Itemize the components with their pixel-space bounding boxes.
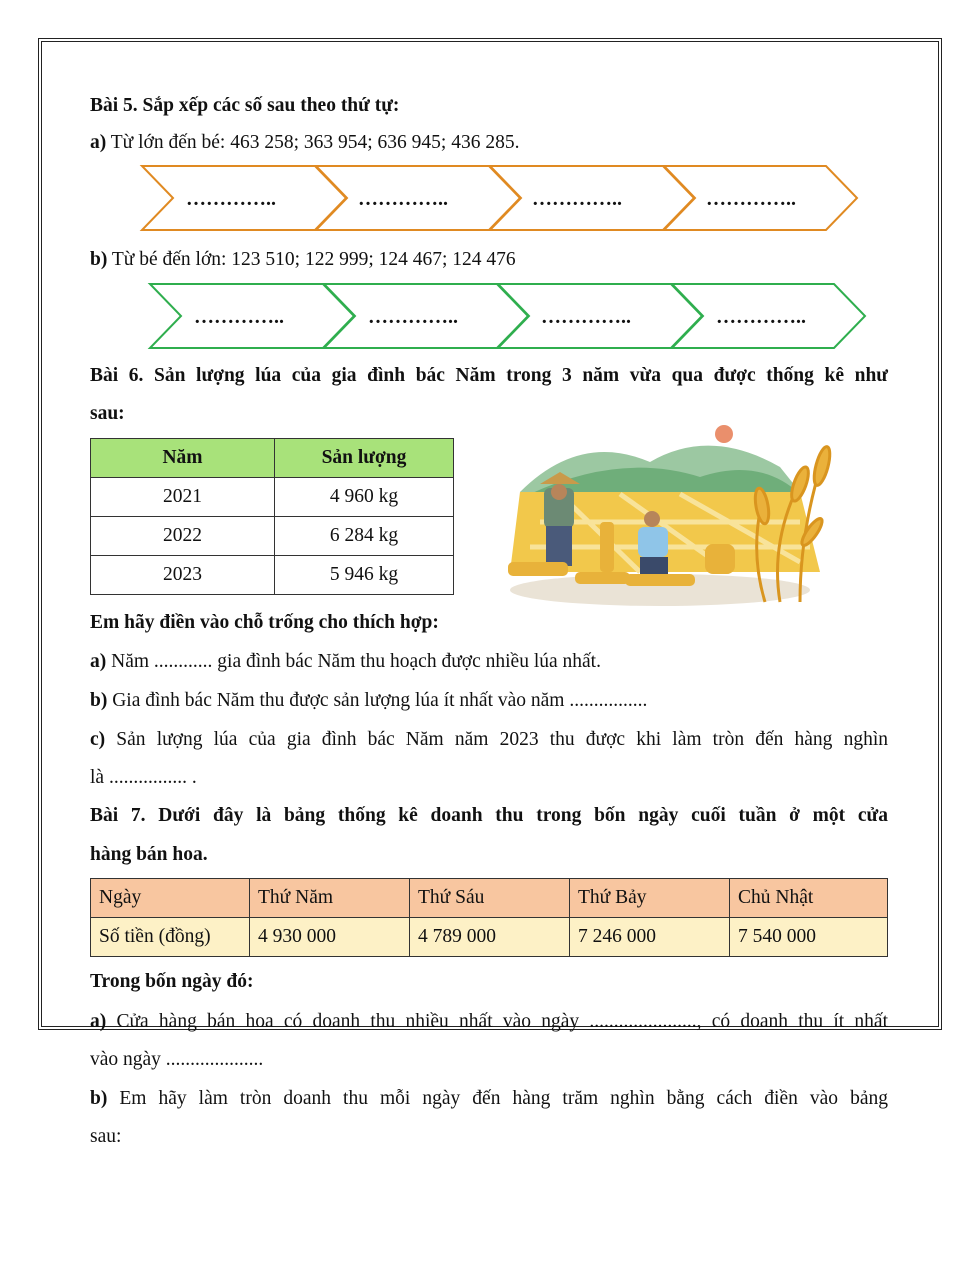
bai7-b-label: b) [90,1088,108,1109]
table-cell: 7 246 000 [570,918,730,957]
table-cell: 2022 [91,517,275,556]
table-cell: 7 540 000 [730,918,888,957]
bai6-a [90,650,888,674]
bai7-a-label: a) [90,1011,107,1032]
blank-a-4: ………….. [706,188,796,210]
bai6-c-text: Sản lượng lúa của gia đình bác Năm năm 2023 thu được khi làm tròn đến hàng nghìn [105,729,888,750]
bai6-b [90,689,888,713]
bai7-a [90,1010,888,1034]
bai7-a-text: Cửa hàng bán hoa có doanh thu nhiều nhất vào ngày ......................, có doanh thu ít nhất [106,1011,888,1032]
blank-b-2: ………….. [368,306,458,328]
bai5-b [90,248,888,272]
table-cell: 2023 [91,556,275,595]
bai7-title: Bài 7. Dưới đây là bảng thống kê doanh thu trong bốn ngày cuối tuần ở một cửa [90,805,888,826]
bai7-b-cont: sau: [90,1126,122,1147]
table-cell: 4 930 000 [250,918,410,957]
bai6-table [90,438,454,595]
table-cell: Thứ Sáu [410,879,570,918]
bai6-title: Bài 6. Sản lượng lúa của gia đình bác Năm trong 3 năm vừa qua được thống kê như [90,365,888,386]
blank-a-1: ………….. [186,188,276,210]
table-cell: 4 789 000 [410,918,570,957]
table-cell: Chủ Nhật [730,879,888,918]
table-cell: Số tiền (đồng) [91,918,250,957]
header-output: Sản lượng [275,439,454,478]
bai5-a-label: a) [90,132,107,153]
bai7-b [90,1087,888,1111]
bai6-a-label: a) [90,651,107,672]
bai6-c-cont: là ................ . [90,767,197,788]
table-cell: Ngày [91,879,250,918]
blank-b-1: ………….. [194,306,284,328]
table-cell: 6 284 kg [275,517,454,556]
table-cell: Thứ Bảy [570,879,730,918]
table-cell: 4 960 kg [275,478,454,517]
bai5-b-label: b) [90,249,108,270]
bai6-b-text: Gia đình bác Năm thu được sản lượng lúa ít nhất vào năm ................ [107,690,648,711]
bai5-title: Bài 5. Sắp xếp các số sau theo thứ tự: [90,95,400,116]
header-year: Năm [91,439,275,478]
rice-harvest-illustration [500,422,840,610]
blank-b-3: ………….. [541,306,631,328]
blank-a-2: ………….. [358,188,448,210]
bai6-a-text: Năm ............ gia đình bác Năm thu hoạch được nhiều lúa nhất. [106,651,601,672]
blank-a-3: ………….. [532,188,622,210]
bai6-title-cont: sau: [90,403,125,424]
bai6-c-label: c) [90,729,106,750]
table-cell: 2021 [91,478,275,517]
bai6-instruction: Em hãy điền vào chỗ trống cho thích hợp: [90,612,439,633]
bai7-table [90,878,888,957]
bai7-a-cont: vào ngày .................... [90,1049,264,1070]
bai7-title-cont: hàng bán hoa. [90,844,208,865]
bai6-c [90,728,888,752]
bai7-subtitle: Trong bốn ngày đó: [90,971,254,992]
bai5-b-text: Từ bé đến lớn: 123 510; 122 999; 124 467; 124 476 [107,249,516,270]
bai6-b-label: b) [90,690,108,711]
bai7-b-text: Em hãy làm tròn doanh thu mỗi ngày đến hàng trăm nghìn bằng cách điền vào bảng [107,1088,888,1109]
blank-b-4: ………….. [716,306,806,328]
table-cell: Thứ Năm [250,879,410,918]
table-cell: 5 946 kg [275,556,454,595]
bai5-a-text: Từ lớn đến bé: 463 258; 363 954; 636 945; 436 285. [106,132,520,153]
chevron-row-a [0,0,979,360]
